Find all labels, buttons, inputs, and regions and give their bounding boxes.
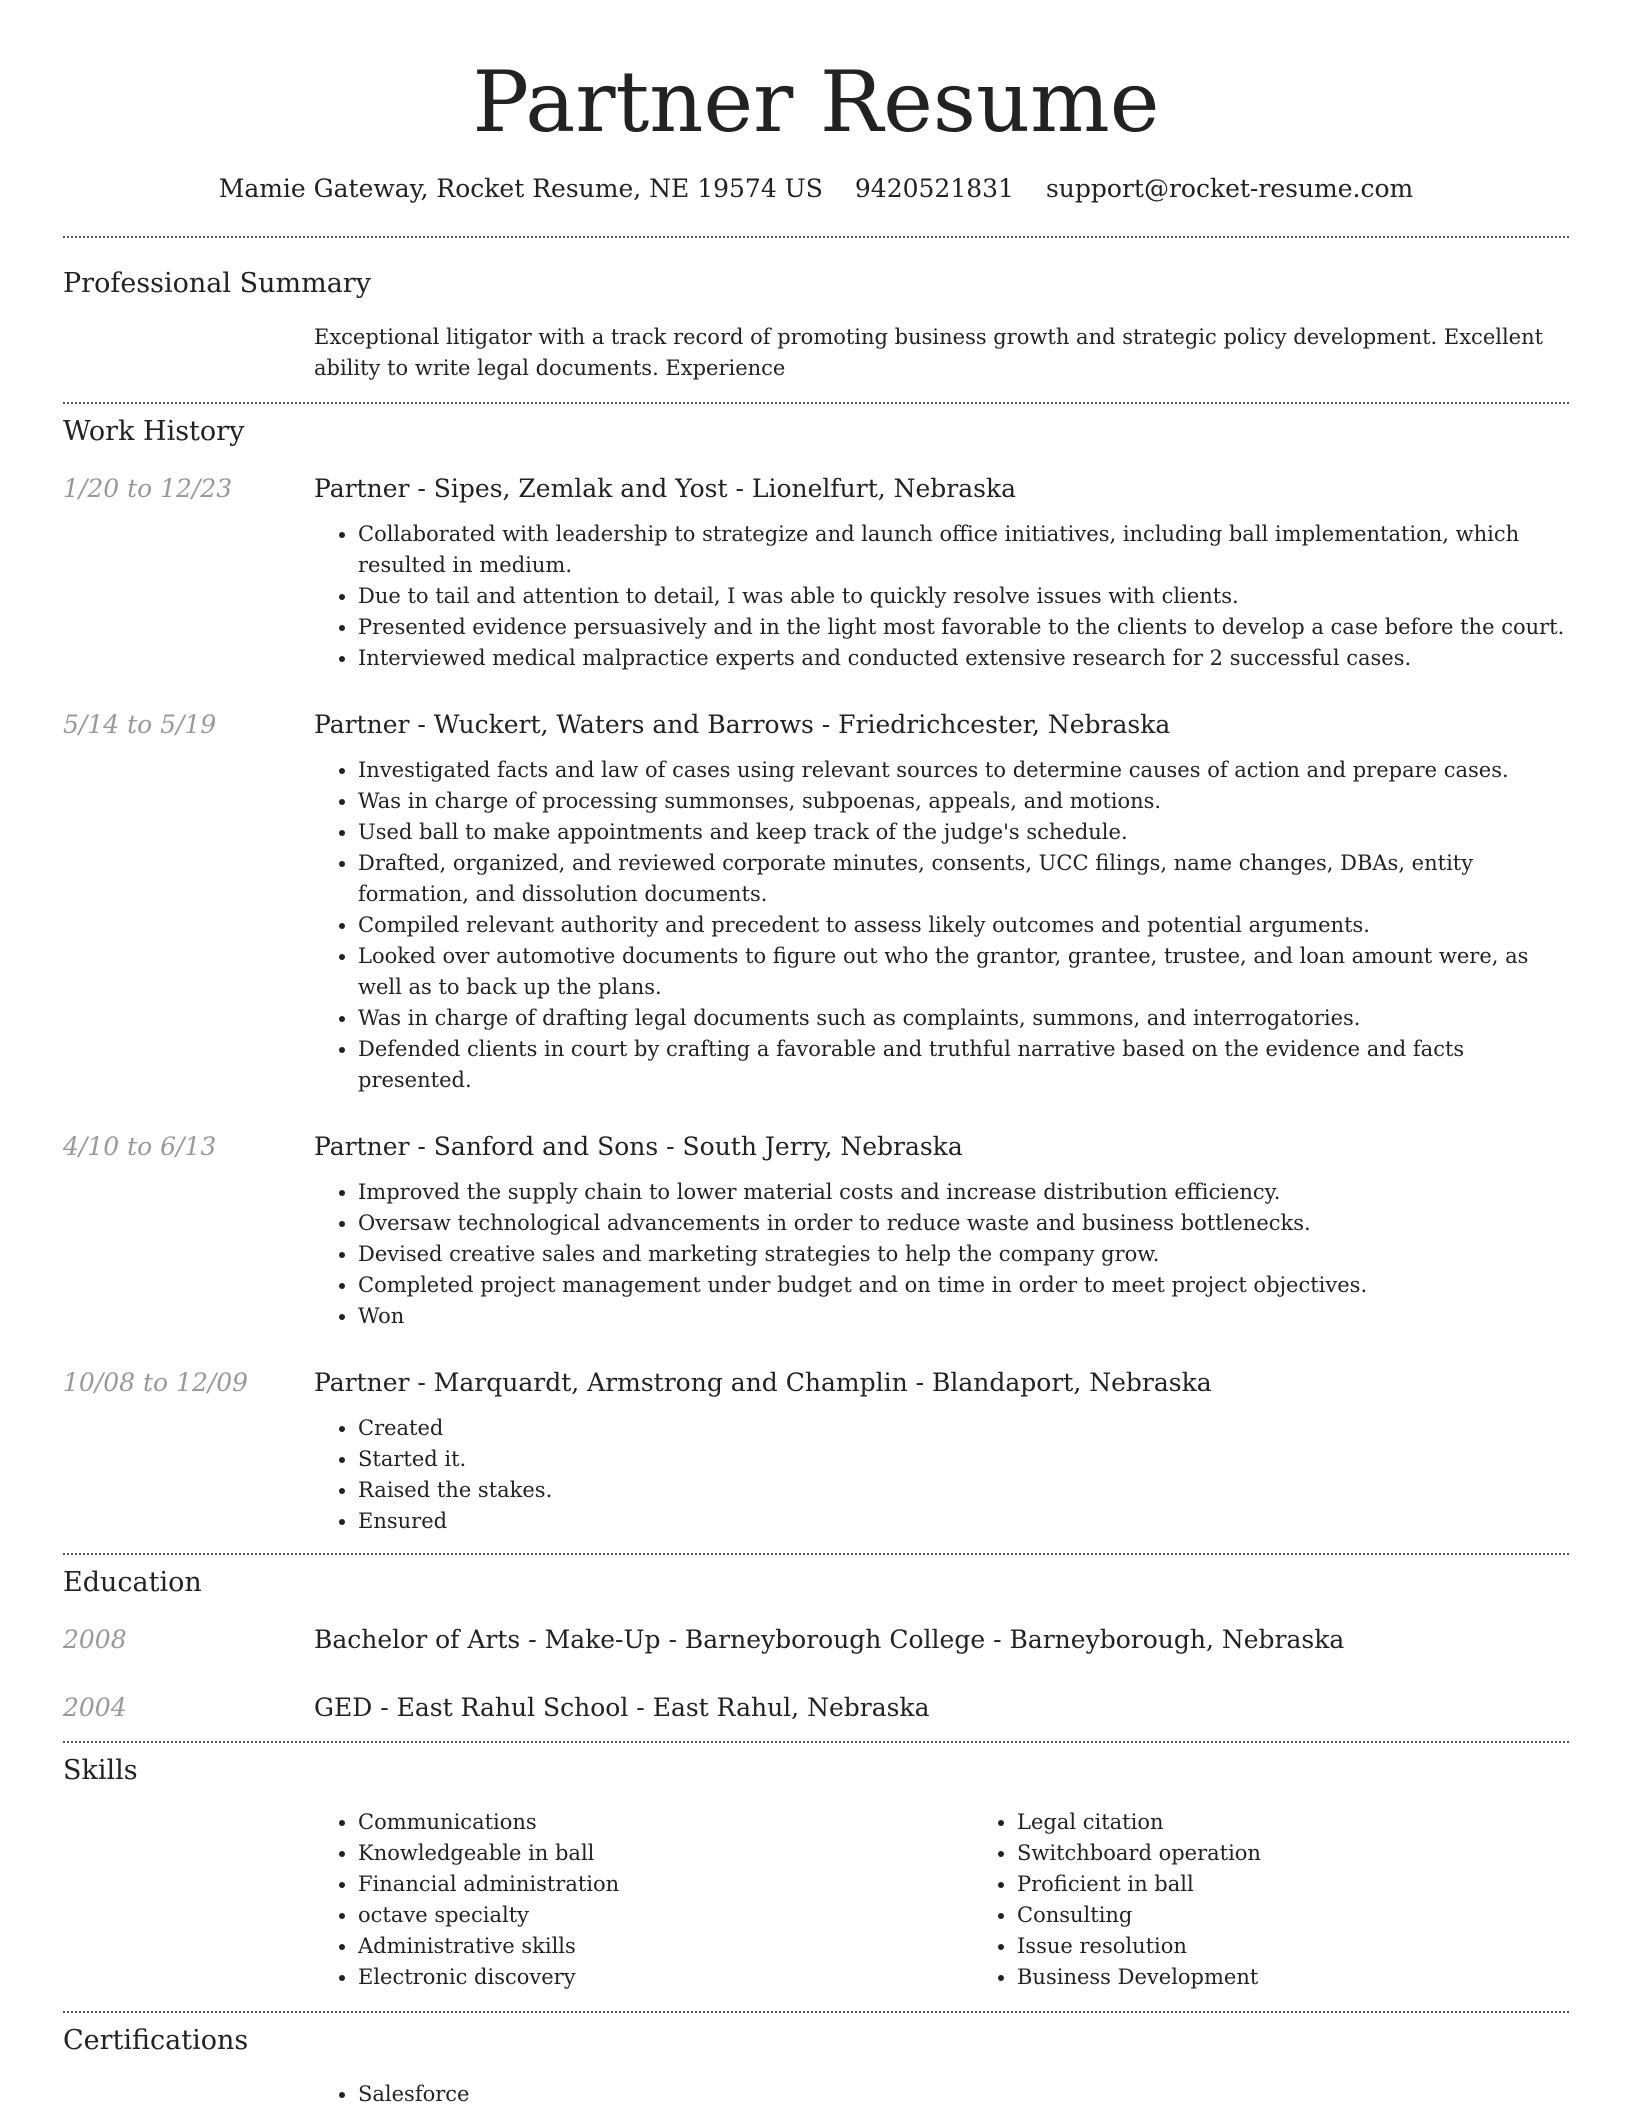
job-title: Partner - Sanford and Sons - South Jerry, Nebraska [314, 1132, 963, 1161]
job-bullets [314, 755, 1569, 1096]
list-item: • Improved the supply chain to lower material costs and increase distribution efficiency. [358, 1177, 1569, 1208]
skills-list-left [314, 1807, 973, 1993]
summary-spacer [63, 322, 314, 384]
list-item: • Salesforce [358, 2079, 1569, 2110]
education-entry [63, 1691, 1569, 1725]
education-year: 2004 [63, 1693, 127, 1722]
list-item: • Financial administration [358, 1869, 973, 1900]
list-item: • Created [358, 1413, 1569, 1444]
list-item: • Interviewed medical malpractice experts and conducted extensive research for 2 successful cases. [358, 643, 1569, 674]
resume-title: Partner Resume [472, 53, 1160, 151]
list-item: • Used ball to make appointments and keep track of the judge's schedule. [358, 817, 1569, 848]
contact-phone: 9420521831 [854, 174, 1014, 203]
list-item: • Switchboard operation [1017, 1838, 1632, 1869]
list-item: • Started it. [358, 1444, 1569, 1475]
contact-line [63, 172, 1569, 206]
contact-address: Mamie Gateway, Rocket Resume, NE 19574 US [218, 174, 823, 203]
skills-section [63, 1743, 1569, 2011]
list-item: • Knowledgeable in ball [358, 1838, 973, 1869]
list-item: • Consulting [1017, 1900, 1632, 1931]
list-item: • Ensured [358, 1506, 1569, 1537]
certifications-list [314, 2079, 1569, 2110]
list-item: • octave specialty [358, 1900, 973, 1931]
list-item: • Presented evidence persuasively and in the light most favorable to the clients to develop a case before the court. [358, 612, 1569, 643]
list-item: • Administrative skills [358, 1931, 973, 1962]
skills-spacer [63, 1807, 314, 1993]
list-item: • Issue resolution [1017, 1931, 1632, 1962]
job-entry [63, 708, 1569, 1096]
list-item: • Collaborated with leadership to strategize and launch office initiatives, including ball implementation, which resulted in medium. [358, 519, 1569, 581]
job-title: Partner - Wuckert, Waters and Barrows - Friedrichcester, Nebraska [314, 710, 1171, 739]
contact-email: support@rocket-resume.com [1045, 174, 1414, 203]
job-entry [63, 472, 1569, 674]
list-item: • Proficient in ball [1017, 1869, 1632, 1900]
education-section [63, 1555, 1569, 1741]
job-bullets [314, 519, 1569, 674]
job-bullets [314, 1413, 1569, 1537]
list-item: • Was in charge of processing summonses, subpoenas, appeals, and motions. [358, 786, 1569, 817]
education-heading: Education [63, 1567, 202, 1598]
list-item: • Looked over automotive documents to figure out who the grantor, grantee, trustee, and loan amount were, as well as to back up the plans. [358, 941, 1569, 1003]
list-item: • Legal citation [1017, 1807, 1632, 1838]
list-item: • Electronic discovery [358, 1962, 973, 1993]
summary-text: Exceptional litigator with a track record of promoting business growth and strategic policy development. Excellent ability to write legal documents. Experience [314, 325, 1544, 380]
list-item: • Raised the stakes. [358, 1475, 1569, 1506]
job-dates: 5/14 to 5/19 [63, 710, 217, 739]
job-entry [63, 1130, 1569, 1332]
skills-list-right [973, 1807, 1632, 1993]
list-item: • Was in charge of drafting legal documents such as complaints, summons, and interrogatories. [358, 1003, 1569, 1034]
list-item: • Business Development [1017, 1962, 1632, 1993]
job-entry [63, 1366, 1569, 1537]
education-year: 2008 [63, 1625, 127, 1654]
certifications-heading: Certifications [63, 2025, 249, 2056]
education-entry [63, 1623, 1569, 1657]
list-item: • Defended clients in court by crafting a favorable and truthful narrative based on the evidence and facts presented. [358, 1034, 1569, 1096]
list-item: • Completed project management under budget and on time in order to meet project objectives. [358, 1270, 1569, 1301]
job-dates: 1/20 to 12/23 [63, 474, 233, 503]
summary-section [63, 238, 1569, 402]
work-history-section [63, 404, 1569, 1553]
education-degree: Bachelor of Arts - Make-Up - Barneyborough College - Barneyborough, Nebraska [314, 1625, 1345, 1654]
list-item: • Investigated facts and law of cases using relevant sources to determine causes of action and prepare cases. [358, 755, 1569, 786]
summary-heading: Professional Summary [63, 268, 371, 299]
list-item: • Won [358, 1301, 1569, 1332]
list-item: • Drafted, organized, and reviewed corporate minutes, consents, UCC filings, name changes, DBAs, entity formation, and dissolution documents. [358, 848, 1569, 910]
list-item: • Compiled relevant authority and precedent to assess likely outcomes and potential arguments. [358, 910, 1569, 941]
skills-heading: Skills [63, 1755, 138, 1786]
job-bullets [314, 1177, 1569, 1332]
job-dates: 4/10 to 6/13 [63, 1132, 217, 1161]
list-item: • Communications [358, 1807, 973, 1838]
certifications-section [63, 2013, 1569, 2110]
certifications-spacer [63, 2079, 314, 2110]
job-title: Partner - Marquardt, Armstrong and Champlin - Blandaport, Nebraska [314, 1368, 1212, 1397]
list-item: • Devised creative sales and marketing strategies to help the company grow. [358, 1239, 1569, 1270]
work-history-heading: Work History [63, 416, 245, 447]
list-item: • Due to tail and attention to detail, I was able to quickly resolve issues with clients. [358, 581, 1569, 612]
education-degree: GED - East Rahul School - East Rahul, Nebraska [314, 1693, 930, 1722]
list-item: • Oversaw technological advancements in order to reduce waste and business bottlenecks. [358, 1208, 1569, 1239]
job-dates: 10/08 to 12/09 [63, 1368, 249, 1397]
job-title: Partner - Sipes, Zemlak and Yost - Lionelfurt, Nebraska [314, 474, 1017, 503]
